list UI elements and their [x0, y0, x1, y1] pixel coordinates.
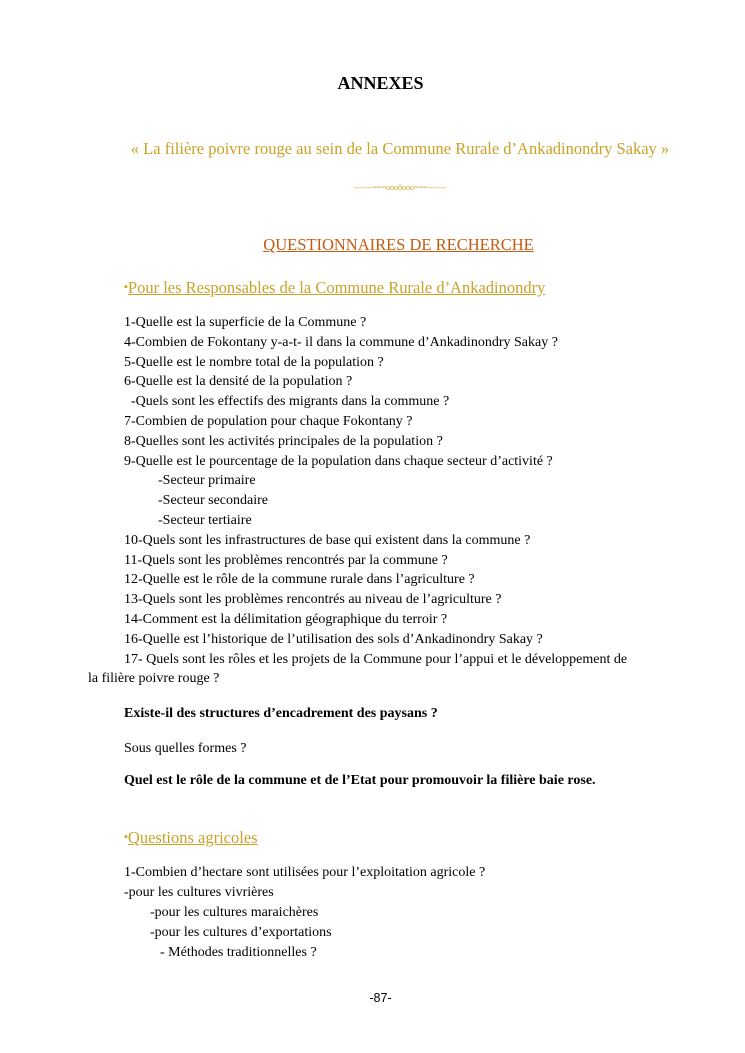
- page-number: -87-: [369, 991, 392, 1005]
- document-subtitle: « La filière poivre rouge au sein de la Commune Rurale d’Ankadinondry Sakay »: [130, 139, 670, 158]
- question: 4-Combien de Fokontany y-a-t- il dans la commune d’Ankadinondry Sakay ?: [124, 335, 558, 350]
- question: -Quels sont les effectifs des migrants dans la commune ?: [131, 394, 450, 409]
- question: 1-Combien d’hectare sont utilisées pour l’exploitation agricole ?: [124, 865, 486, 880]
- bold-question: Quel est le rôle de la commune et de l’Etat pour promouvoir la filière baie rose.: [124, 773, 596, 788]
- question: 1-Quelle est la superficie de la Commune ?: [124, 315, 367, 330]
- sub-item: -Secteur secondaire: [158, 493, 268, 508]
- section-title: Pour les Responsables de la Commune Rurale d’Ankadinondry: [127, 278, 546, 297]
- question: 7-Combien de population pour chaque Fokontany ?: [124, 414, 413, 429]
- sub-item: -pour les cultures vivrières: [124, 885, 274, 900]
- decorative-separator: -------===ooo0ooo===-------: [353, 183, 447, 192]
- sub-item: -Secteur primaire: [158, 473, 256, 488]
- sub-item: -pour les cultures d’exportations: [150, 925, 332, 940]
- question: Sous quelles formes ?: [124, 741, 247, 756]
- question: 17- Quels sont les rôles et les projets de la Commune pour l’appui et le développement de: [124, 652, 628, 667]
- question: 8-Quelles sont les activités principales de la population ?: [124, 434, 443, 449]
- section-heading-agricole: [124, 828, 258, 848]
- question-continuation: la filière poivre rouge ?: [88, 671, 220, 686]
- question: 11-Quels sont les problèmes rencontrés par la commune ?: [124, 553, 448, 568]
- section-heading-commune: [124, 278, 545, 298]
- bold-question: Existe-il des structures d’encadrement des paysans ?: [124, 706, 438, 721]
- sub-item: - Méthodes traditionnelles ?: [160, 945, 317, 960]
- question: 13-Quels sont les problèmes rencontrés au niveau de l’agriculture ?: [124, 592, 502, 607]
- question: 14-Comment est la délimitation géographique du terroir ?: [124, 612, 448, 627]
- sub-item: -pour les cultures maraichères: [150, 905, 319, 920]
- question: 16-Quelle est l’historique de l’utilisation des sols d’Ankadinondry Sakay ?: [124, 632, 543, 647]
- question: 6-Quelle est la densité de la population ?: [124, 374, 353, 389]
- question: 12-Quelle est le rôle de la commune rurale dans l’agriculture ?: [124, 572, 475, 587]
- questionnaires-title: QUESTIONNAIRES DE RECHERCHE: [263, 235, 534, 254]
- bullet-icon: ▪: [124, 831, 128, 843]
- question: 10-Quels sont les infrastructures de base qui existent dans la commune ?: [124, 533, 531, 548]
- section-title: Questions agricoles: [127, 828, 258, 847]
- page-heading: ANNEXES: [337, 73, 424, 93]
- question: 5-Quelle est le nombre total de la population ?: [124, 355, 384, 370]
- sub-item: -Secteur tertiaire: [158, 513, 252, 528]
- question: 9-Quelle est le pourcentage de la population dans chaque secteur d’activité ?: [124, 454, 553, 469]
- bullet-icon: ▪: [124, 281, 128, 293]
